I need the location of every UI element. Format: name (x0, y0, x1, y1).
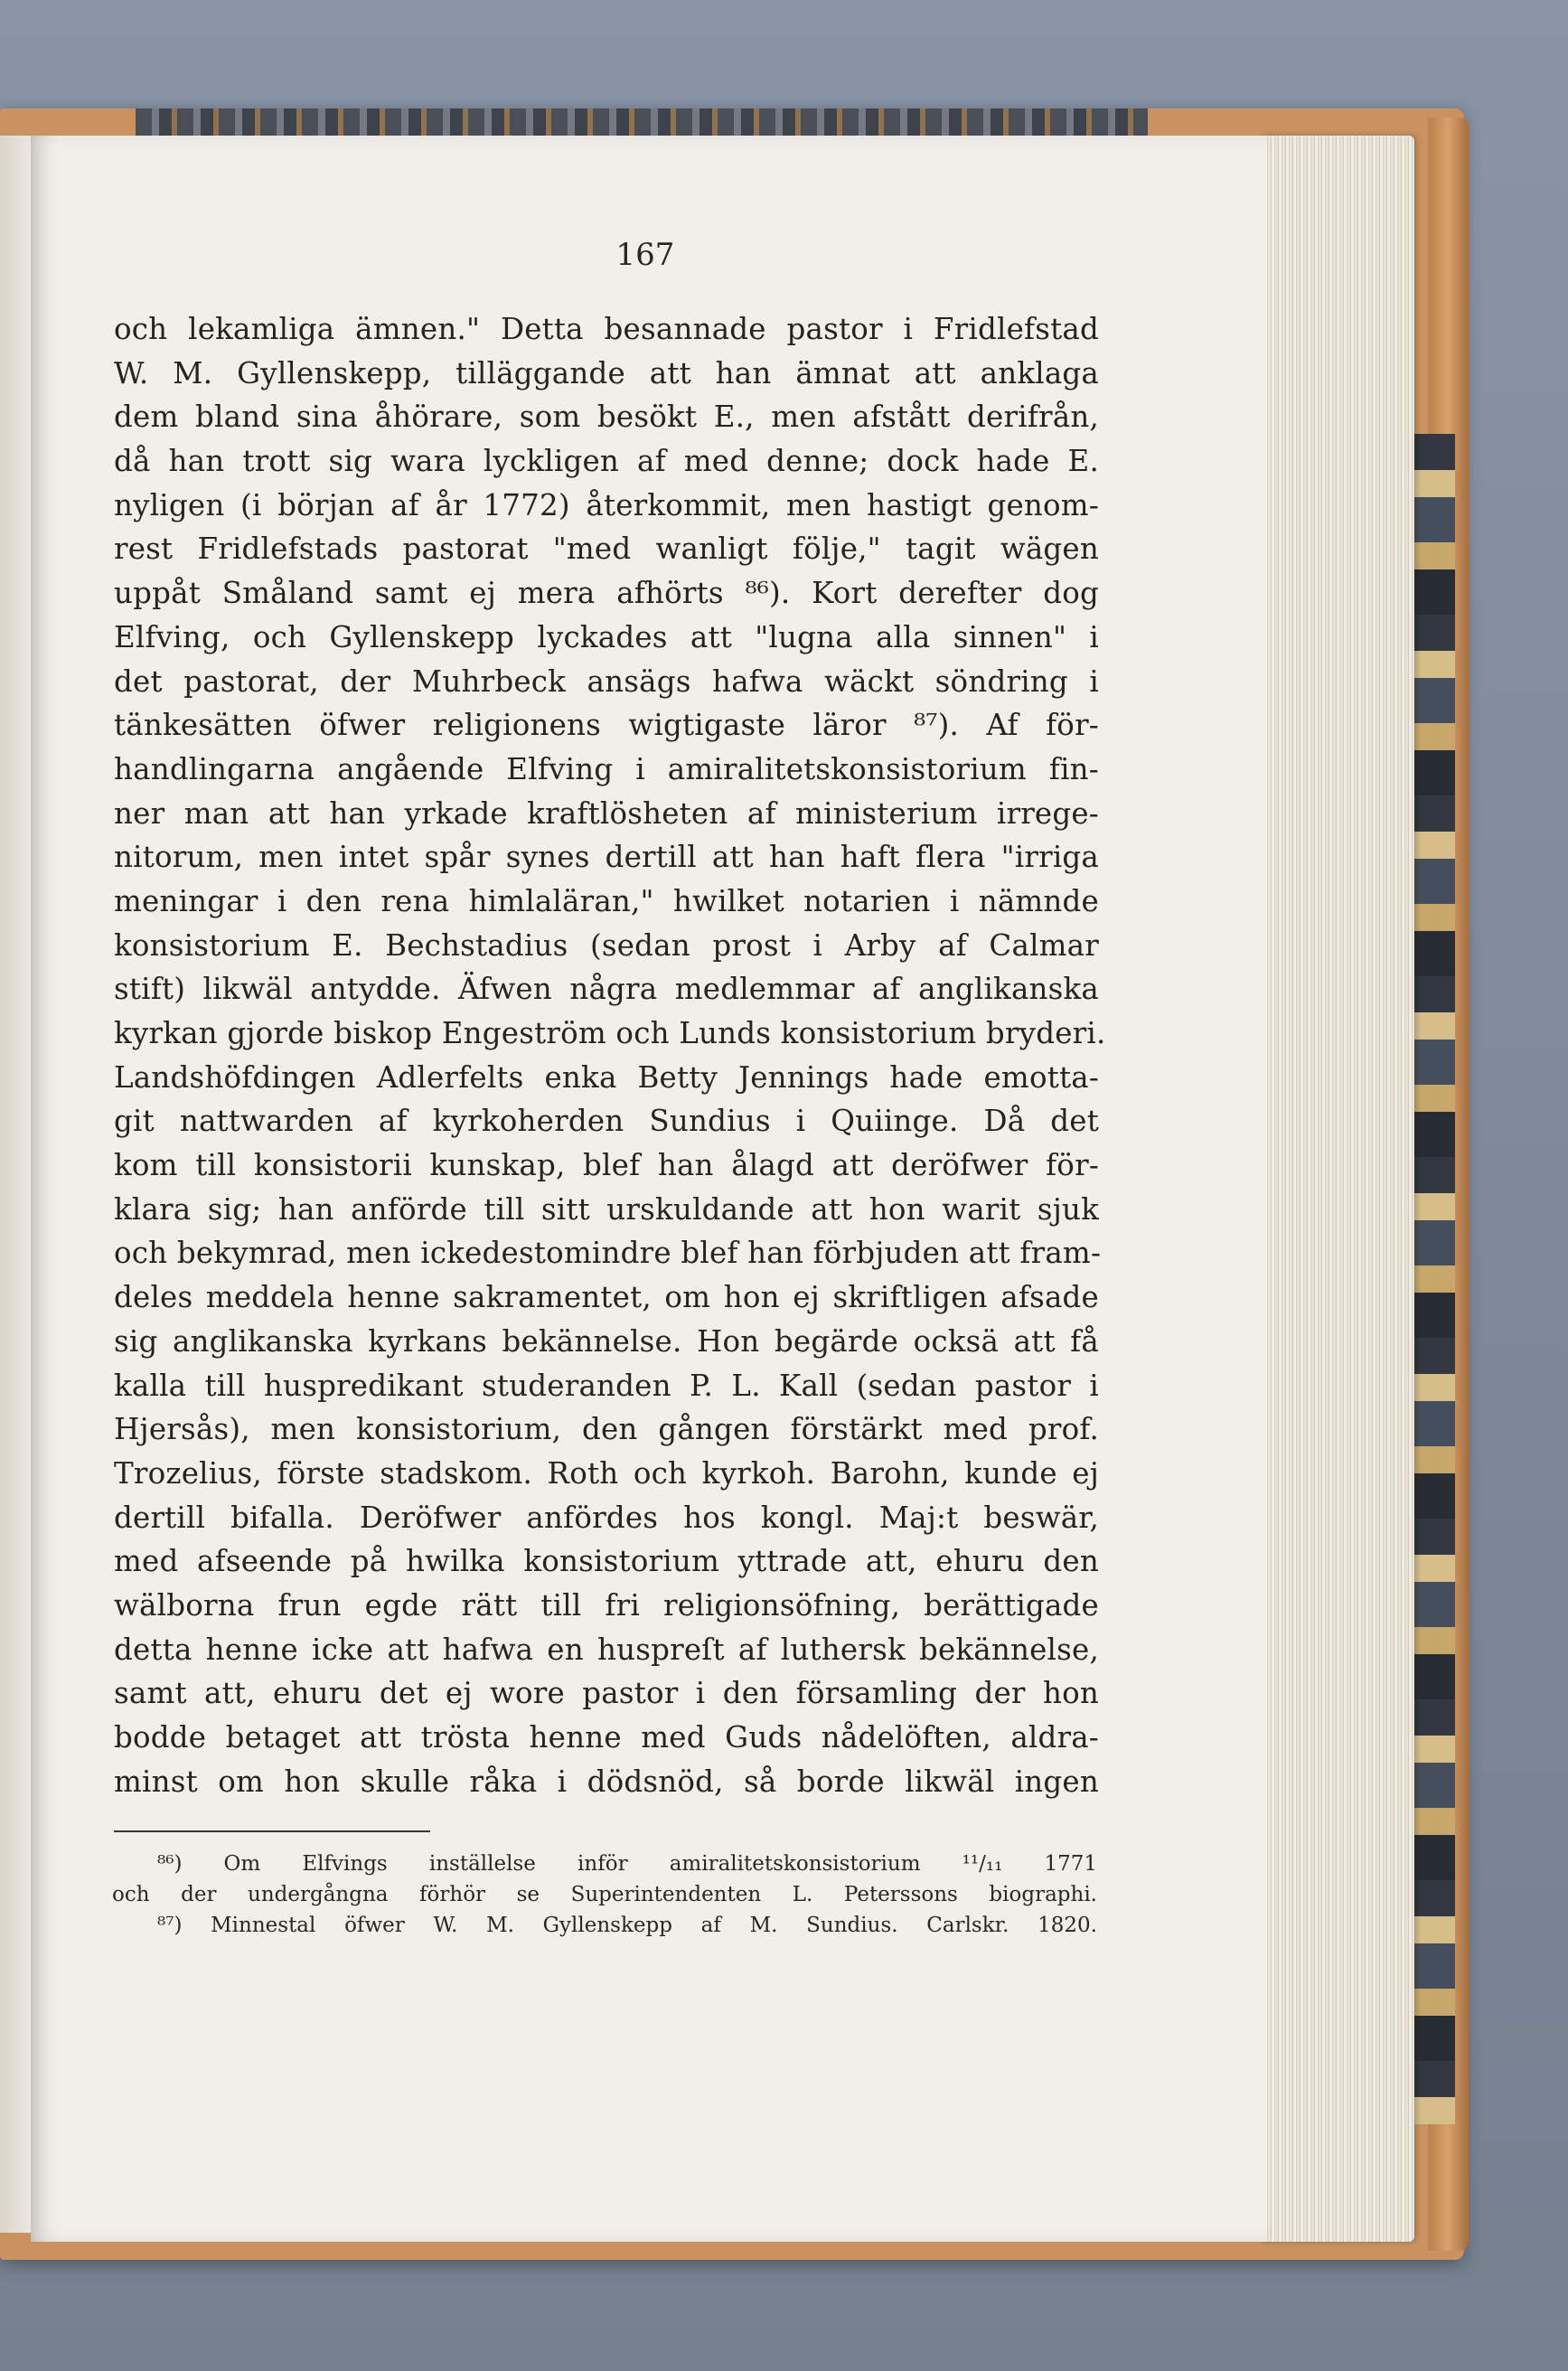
text-line: stift) likwäl antydde. Äfwen några medlemmar af anglikanska (114, 972, 1099, 1007)
text-line: handlingarna angående Elfving i amiralitetskonsistorium fin- (114, 751, 1099, 786)
text-line: deles meddela henne sakramentet, om hon ej skriftligen afsade (114, 1280, 1099, 1315)
text-line: ner man att han yrkade kraftlösheten af ministerium irrege- (114, 795, 1099, 831)
text-line: nyligen (i början af år 1772) återkommit, men hastigt genom- (114, 487, 1099, 522)
text-line: nitorum, men intet spår synes dertill att han haft flera "irriga (114, 840, 1099, 875)
text-line: kalla till huspredikant studeranden P. L. Kall (sedan pastor i (114, 1368, 1099, 1403)
text-line: Elfving, och Gyllenskepp lyckades att "lugna alla sinnen" i (114, 619, 1099, 654)
footnote-87: ⁸⁷) Minnestal öfwer W. M. Gyllenskepp af M. Sundius. Carlskr. 1820. (157, 1914, 1097, 1937)
text-line: och bekymrad, men ickedestomindre blef han förbjuden att fram- (114, 1236, 1102, 1271)
text-line: tänkesätten öfwer religionens wigtigaste läror ⁸⁷). Af för- (114, 708, 1099, 743)
book-page (31, 136, 1267, 2242)
text-line: wälborna frun egde rätt till fri religionsöfning, berättigade (114, 1587, 1099, 1623)
text-line: kyrkan gjorde biskop Engeström och Lunds konsistorium bryderi. (114, 1016, 1106, 1050)
text-line: det pastorat, der Muhrbeck ansägs hafwa wäckt söndring i (114, 663, 1099, 699)
footnote-rule (114, 1830, 430, 1832)
text-line: kom till konsistorii kunskap, blef han ålagd att deröfwer för- (114, 1148, 1099, 1183)
facing-page-edge (0, 136, 32, 2233)
footnote-86: ⁸⁶) Om Elfvings inställelse inför amiralitetskonsistorium ¹¹/₁₁ 1771 (157, 1852, 1097, 1876)
text-line: dem bland sina åhörare, som besökt E., men afstått derifrån, (114, 400, 1099, 435)
text-line: uppåt Småland samt ej mera afhörts ⁸⁶). Kort derefter dog (114, 576, 1099, 611)
text-line: Hjersås), men konsistorium, den gången förstärkt med prof. (114, 1412, 1099, 1447)
text-line: samt att, ehuru det ej wore pastor i den församling der hon (114, 1676, 1099, 1711)
text-line: klara sig; han anförde till sitt urskuldande att hon warit sjuk (114, 1191, 1099, 1227)
text-line: Trozelius, förste stadskom. Roth och kyrkoh. Barohn, kunde ej (114, 1455, 1099, 1491)
text-line: bodde betaget att trösta henne med Guds nådelöften, aldra- (114, 1720, 1099, 1755)
text-line: sig anglikanska kyrkans bekännelse. Hon begärde ocksä att få (114, 1323, 1099, 1359)
page-number: 167 (615, 237, 675, 273)
footnote-86-continued: och der undergångna förhör se Superintendenten L. Peterssons biographi. (112, 1883, 1097, 1906)
page-edges (1261, 136, 1414, 2242)
footnotes (112, 1849, 1097, 1941)
text-line: och lekamliga ämnen." Detta besannade pastor i Fridlefstad (114, 312, 1099, 346)
text-line: konsistorium E. Bechstadius (sedan prost i Arby af Calmar (114, 927, 1099, 963)
text-line: W. M. Gyllenskepp, tilläggande att han ämnat att anklaga (114, 355, 1099, 390)
text-line: med afseende på hwilka konsistorium yttrade att, ehuru den (114, 1544, 1099, 1579)
body-text (114, 307, 1106, 1803)
text-line: git nattwarden af kyrkoherden Sundius i Quiinge. Då det (114, 1104, 1099, 1139)
text-line: då han trott sig wara lyckligen af med denne; dock hade E. (114, 444, 1099, 479)
text-line: minst om hon skulle råka i dödsnöd, så borde likwäl ingen (114, 1764, 1099, 1799)
text-line: meningar i den rena himlaläran," hwilket notarien i nämnde (114, 883, 1099, 918)
text-line: Landshöfdingen Adlerfelts enka Betty Jennings hade emotta- (114, 1059, 1099, 1095)
text-line: dertill bifalla. Deröfwer anfördes hos kongl. Maj:t beswär, (114, 1500, 1099, 1535)
text-line: detta henne icke att hafwa en huspreſt af luthersk bekännelse, (114, 1632, 1099, 1667)
text-line: rest Fridlefstads pastorat "med wanligt följe," tagit wägen (114, 532, 1099, 567)
